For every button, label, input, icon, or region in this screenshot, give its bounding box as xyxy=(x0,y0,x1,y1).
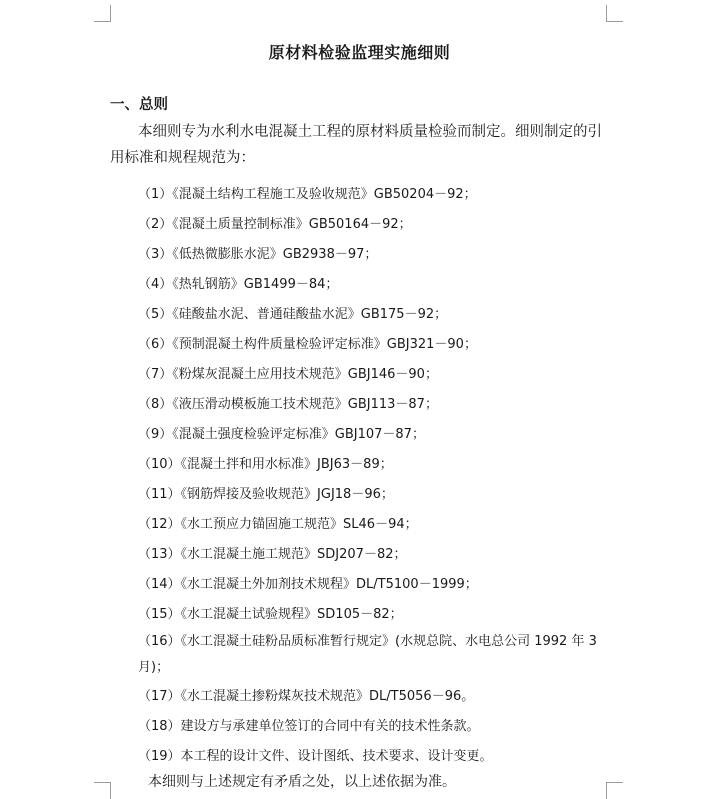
list-item: （7）《粉煤灰混凝土应用技术规范》GBJ146－90； xyxy=(138,367,438,382)
section-heading: 一、总则 xyxy=(110,97,168,113)
list-item: （15）《水工混凝土试验规程》SD105－82； xyxy=(138,607,403,622)
list-item: （5）《硅酸盐水泥、普通硅酸盐水泥》GB175－92； xyxy=(138,307,448,322)
page-corner-mark xyxy=(94,782,111,799)
intro-paragraph: 本细则专为水利水电混凝土工程的原材料质量检验而制定。细则制定的引用标准和规程规范为： xyxy=(110,124,602,166)
list-item: （19）本工程的设计文件、设计图纸、技术要求、设计变更。 xyxy=(138,749,493,764)
list-item: （18）建设方与承建单位签订的合同中有关的技术性条款。 xyxy=(138,719,480,734)
list-item: （12）《水工预应力锚固施工规范》SL46－94； xyxy=(138,517,418,532)
list-item: （11）《钢筋焊接及验收规范》JGJ18－96； xyxy=(138,487,394,502)
list-item: （14）《水工混凝土外加剂技术规程》DL/T5100－1999； xyxy=(138,577,478,592)
list-item: （2）《混凝土质量控制标准》GB50164－92； xyxy=(138,217,412,232)
list-item: （10）《混凝土拌和用水标准》JBJ63－89； xyxy=(138,457,393,472)
page-corner-mark xyxy=(606,782,623,799)
document-title: 原材料检验监理实施细则 xyxy=(268,43,451,62)
closing-paragraph: 本细则与上述规定有矛盾之处，以上述依据为准。 xyxy=(148,774,456,790)
list-item: （13）《水工混凝土施工规范》SDJ207－82； xyxy=(138,547,407,562)
list-item: （1）《混凝土结构工程施工及验收规范》GB50204－92； xyxy=(138,187,477,202)
list-item: （6）《预制混凝土构件质量检验评定标准》GBJ321－90； xyxy=(138,337,477,352)
list-item: （8）《液压滑动模板施工技术规范》GBJ113－87； xyxy=(138,397,438,412)
page-corner-mark xyxy=(606,5,623,22)
page-corner-mark xyxy=(94,5,111,22)
list-item: （3）《低热微膨胀水泥》GB2938－97； xyxy=(138,247,378,262)
list-item: （17）《水工混凝土掺粉煤灰技术规范》DL/T5056－96。 xyxy=(138,689,475,704)
list-item: （16）《水工混凝土硅粉品质标准暂行规定》(水规总院、水电总公司 1992 年 3 月)； xyxy=(138,634,597,675)
list-item: （4）《热轧钢筋》GB1499－84； xyxy=(138,277,339,292)
reference-list xyxy=(138,180,618,772)
list-item: （9）《混凝土强度检验评定标准》GBJ107－87； xyxy=(138,427,425,442)
